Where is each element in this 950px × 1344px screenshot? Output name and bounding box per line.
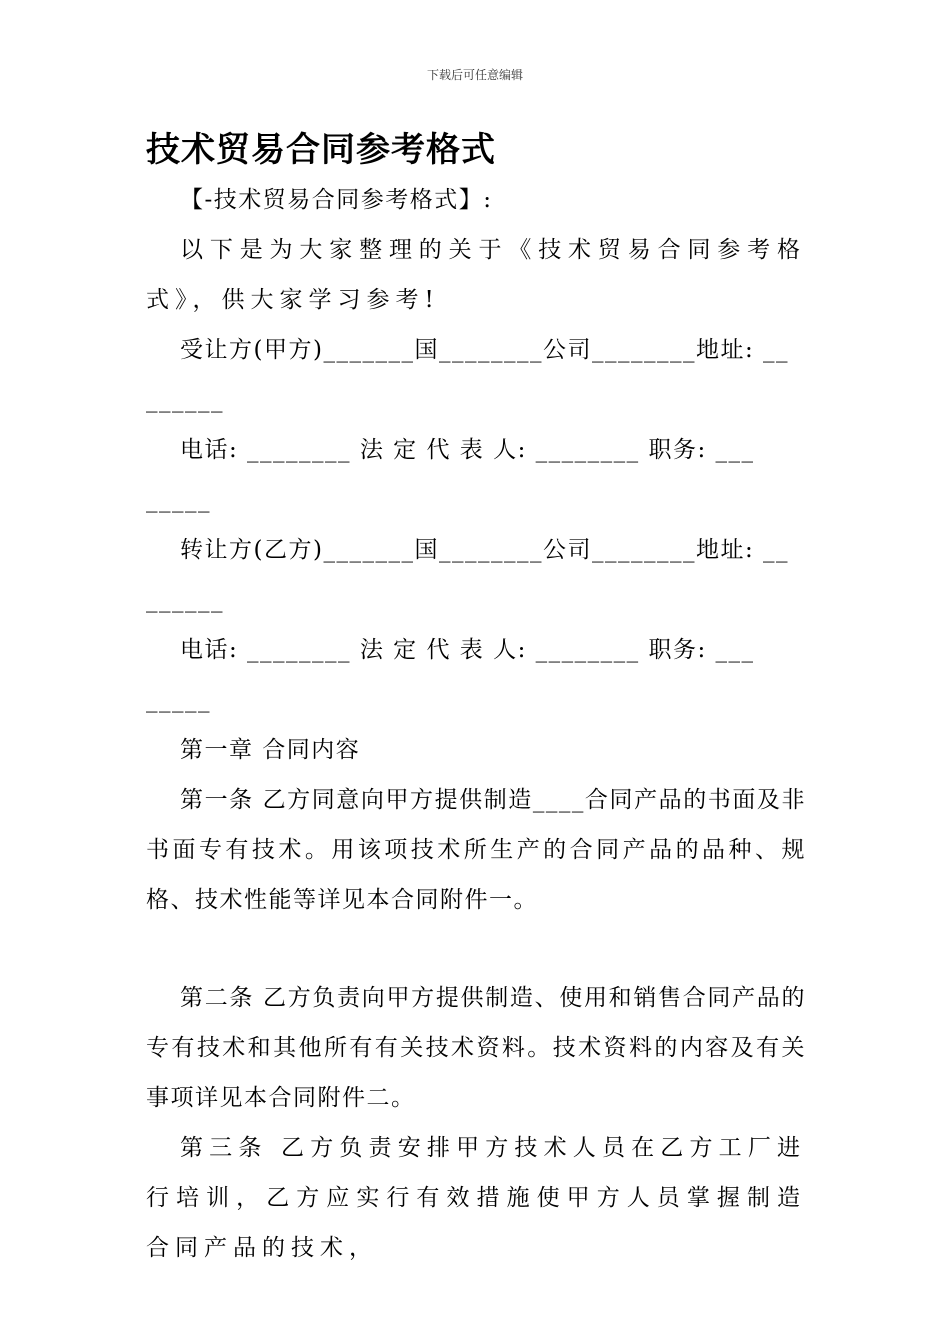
party-a-address: [146, 325, 806, 425]
party-b-contact: [146, 625, 806, 725]
header-note: 下载后可任意编辑: [426, 68, 523, 82]
document-title: 技术贸易合同参考格式: [146, 130, 496, 170]
party-a-contact: [146, 425, 806, 525]
party-b-contact-line2: _____: [146, 687, 211, 713]
article-2: 第二条 乙方负责向甲方提供制造、使用和销售合同产品的专有技术和其他所有有关技术资料。技术资料的内容及有关事项详见本合同附件二。: [146, 985, 806, 1111]
party-b-address: [146, 525, 806, 625]
party-b-address-line2: ______: [146, 587, 224, 613]
paragraph-gap: [146, 925, 806, 973]
party-a-contact-line2: _____: [146, 487, 211, 513]
party-a-contact-line1: 电话: ________ 法 定 代 表 人: ________ 职务: ___: [180, 437, 755, 463]
intro-paragraph: 以下是为大家整理的关于《技术贸易合同参考格式》，供大家学习参考!: [146, 237, 806, 313]
article-3: 第三条 乙方负责安排甲方技术人员在乙方工厂进行培训，乙方应实行有效措施使甲方人员掌握制造合同产品的技术，: [146, 1135, 806, 1261]
chapter-1-heading: 第一章 合同内容: [180, 737, 361, 763]
document-body: [146, 175, 806, 1273]
party-a-address-line2: ______: [146, 387, 224, 413]
article-1: 第一条 乙方同意向甲方提供制造____合同产品的书面及非书面专有技术。用该项技术所生产的合同产品的品种、规格、技术性能等详见本合同附件一。: [146, 787, 806, 913]
party-a-address-line1: 受让方(甲方)_______国________公司________地址: __: [180, 337, 790, 363]
party-b-address-line1: 转让方(乙方)_______国________公司________地址: __: [180, 537, 790, 563]
party-b-contact-line1: 电话: ________ 法 定 代 表 人: ________ 职务: ___: [180, 637, 755, 663]
intro-tag: 【-技术贸易合同参考格式】:: [180, 187, 493, 213]
